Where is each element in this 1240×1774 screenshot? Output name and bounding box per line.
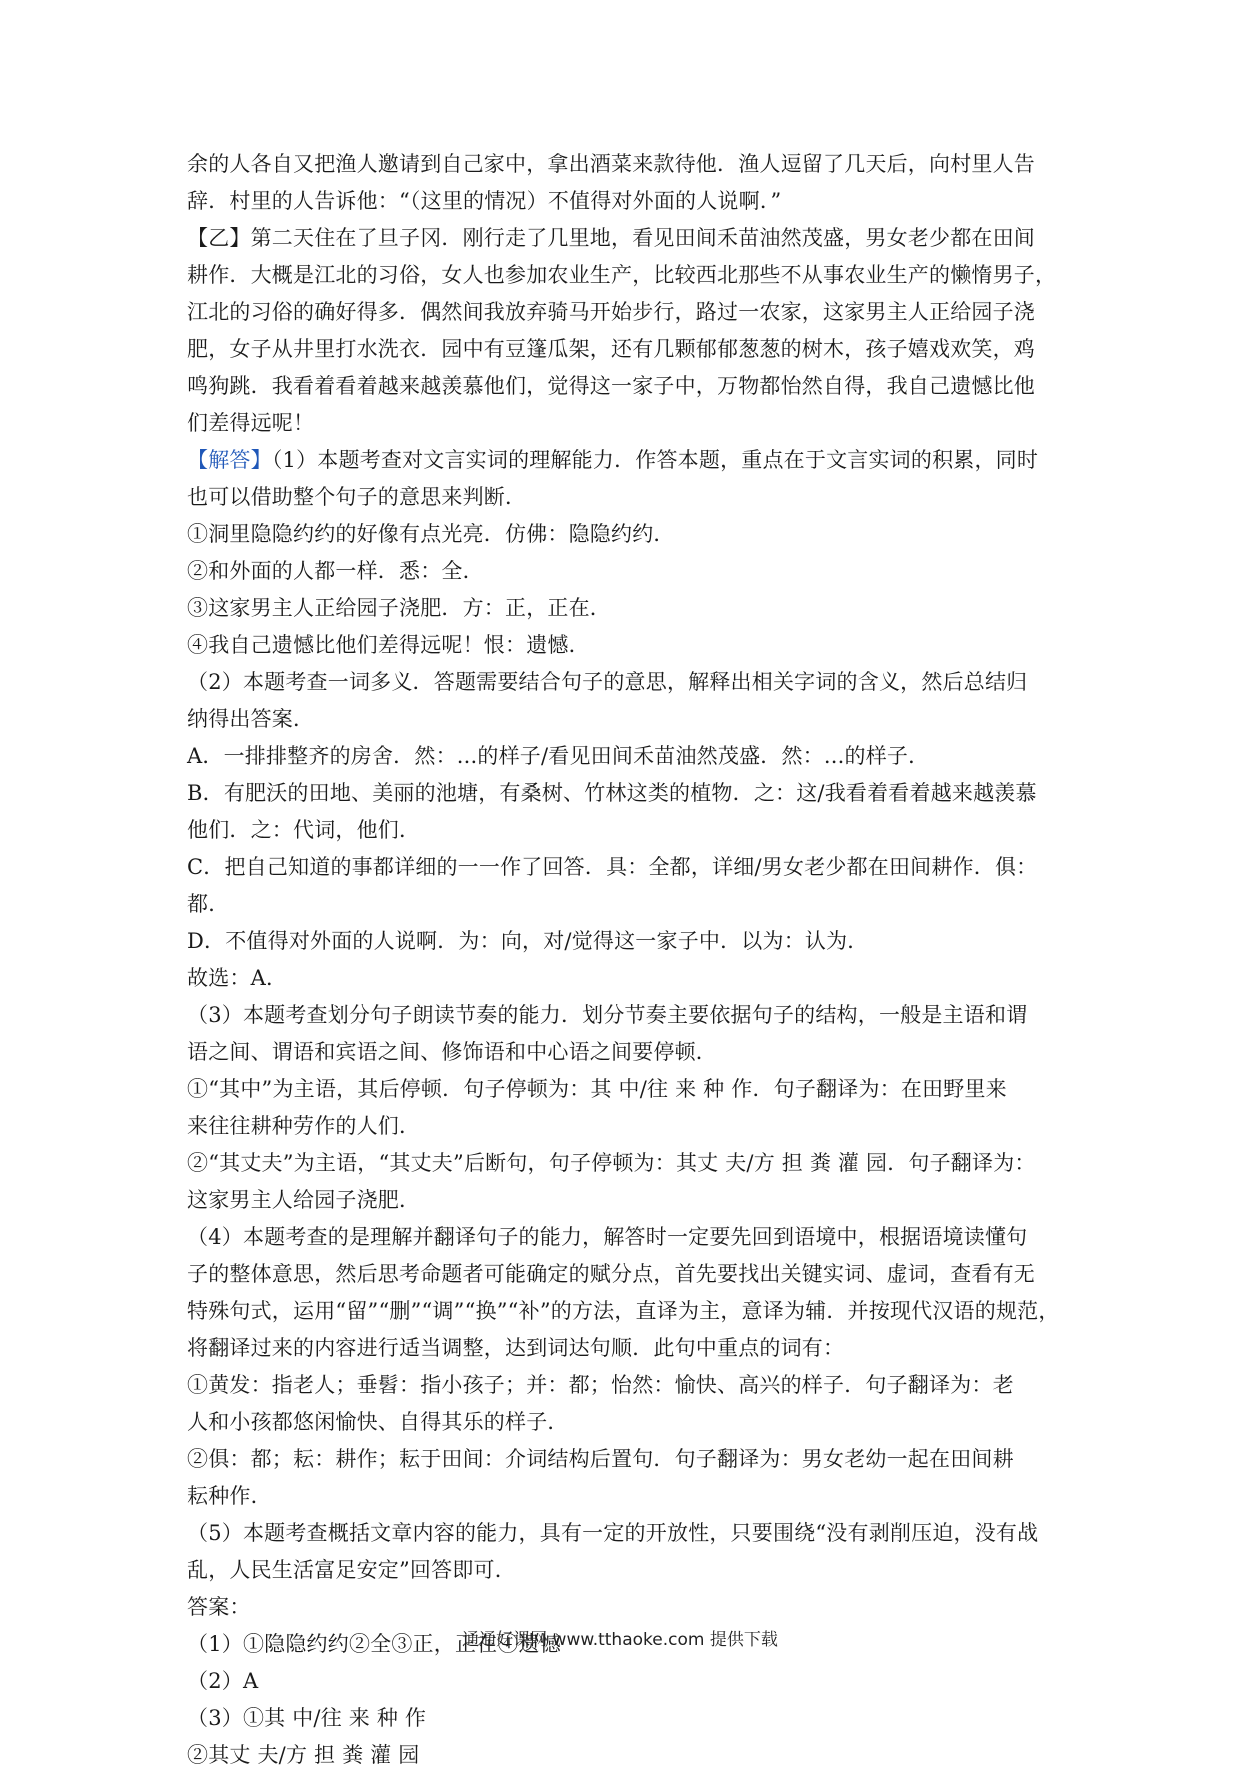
text-line: 语之间、谓语和宾语之间、修饰语和中心语之间要停顿． (187, 1040, 717, 1064)
text-line: ①黄发：指老人；垂髫：指小孩子；并：都；怡然：愉快、高兴的样子．句子翻译为：老 (187, 1373, 1014, 1397)
text-line: 肥，女子从井里打水洗衣．园中有豆篷瓜架，还有几颗郁郁葱葱的树木，孩子嬉戏欢笑，鸡 (187, 337, 1035, 361)
text-line: 辞．村里的人告诉他：“（这里的情况）不值得对外面的人说啊．” (187, 189, 782, 213)
text-line: 都． (187, 892, 230, 916)
page-footer: 通通好课网 www.tthaoke.com 提供下载 (462, 1630, 778, 1650)
text-line: （3）本题考查划分句子朗读节奏的能力．划分节奏主要依据句子的结构，一般是主语和谓 (187, 1003, 1028, 1027)
text-line: （4）本题考查的是理解并翻译句子的能力，解答时一定要先回到语境中，根据语境读懂句 (187, 1225, 1028, 1249)
text-line: 江北的习俗的确好得多．偶然间我放弃骑马开始步行，路过一农家，这家男主人正给园子浇 (187, 300, 1035, 324)
text-line: 答案： (187, 1595, 251, 1619)
text-line: A．一排排整齐的房舍．然：...的样子/看见田间禾苗油然茂盛．然：...的样子． (187, 744, 930, 768)
text-line: （1）本题考查对文言实词的理解能力．作答本题，重点在于文言实词的积累，同时 (271, 448, 1039, 472)
text-line: ②其丈 夫/方 担 粪 灌 园 (187, 1743, 420, 1767)
text-line: 【乙】第二天住在了旦子冈．刚行走了几里地，看见田间禾苗油然茂盛，男女老少都在田间 (187, 226, 1035, 250)
text-line: 故选：A． (187, 966, 288, 990)
text-line: 也可以借助整个句子的意思来判断． (187, 485, 527, 509)
document-body (187, 146, 1060, 1774)
text-line: ②和外面的人都一样．悉：全． (187, 559, 484, 583)
text-line: 们差得远呢！ (187, 411, 315, 435)
answer-label: 【解答】 (187, 448, 272, 472)
text-line: 将翻译过来的内容进行适当调整，达到词达句顺．此句中重点的词有： (187, 1336, 845, 1360)
text-line: 鸣狗跳．我看着看着越来越羡慕他们，觉得这一家子中，万物都怡然自得，我自己遗憾比他 (187, 374, 1035, 398)
answer-heading-line (187, 442, 1057, 479)
text-line: ②“其丈夫”为主语，“其丈夫”后断句，句子停顿为：其丈 夫/方 担 粪 灌 园．句子翻译为： (187, 1151, 1036, 1175)
text-line: ④我自己遗憾比他们差得远呢！恨：遗憾． (187, 633, 590, 657)
text-line: 来往往耕种劳作的人们． (187, 1114, 421, 1138)
text-line: ②俱：都；耘：耕作；耘于田间：介词结构后置句．句子翻译为：男女老幼一起在田间耕 (187, 1447, 1014, 1471)
text-line: ③这家男主人正给园子浇肥．方：正，正在． (187, 596, 611, 620)
answer-section (187, 442, 1060, 1774)
translation-section (187, 146, 1057, 442)
text-line: （2）A (187, 1669, 259, 1693)
text-line: 这家男主人给园子浇肥． (187, 1188, 421, 1212)
text-line: ①洞里隐隐约约的好像有点光亮．仿佛：隐隐约约． (187, 522, 675, 546)
text-line: B．有肥沃的田地、美丽的池塘，有桑树、竹林这类的植物．之：这/我看着看着越来越羡慕 (187, 781, 1037, 805)
text-line: 乱，人民生活富足安定”回答即可． (187, 1558, 516, 1582)
text-line: （5）本题考查概括文章内容的能力，具有一定的开放性，只要围绕“没有剥削压迫，没有战 (187, 1521, 1039, 1545)
text-line: 耕作．大概是江北的习俗，女人也参加农业生产，比较西北那些不从事农业生产的懒惰男子， (187, 263, 1057, 287)
text-line: ①“其中”为主语，其后停顿．句子停顿为：其 中/往 来 种 作．句子翻译为：在田野里来 (187, 1077, 1007, 1101)
text-line: （2）本题考查一词多义．答题需要结合句子的意思，解释出相关字词的含义，然后总结归 (187, 670, 1028, 694)
text-line: 子的整体意思，然后思考命题者可能确定的赋分点，首先要找出关键实词、虚词，查看有无 (187, 1262, 1035, 1286)
text-line: （1）①隐隐约约②全③正，正在④遗憾 (187, 1632, 561, 1656)
text-line: 耘种作． (187, 1484, 272, 1508)
text-line: 他们．之：代词，他们． (187, 818, 421, 842)
text-line: （3）①其 中/往 来 种 作 (187, 1706, 427, 1730)
text-line: C．把自己知道的事都详细的一一作了回答．具：全都，详细/男女老少都在田间耕作．俱： (187, 855, 1038, 879)
text-line: 人和小孩都悠闲愉快、自得其乐的样子． (187, 1410, 569, 1434)
text-line: 余的人各自又把渔人邀请到自己家中，拿出酒菜来款待他．渔人逗留了几天后，向村里人告 (187, 152, 1035, 176)
text-line: 纳得出答案． (187, 707, 315, 731)
text-line: D．不值得对外面的人说啊．为：向，对/觉得这一家子中．以为：认为． (187, 929, 869, 953)
text-line: 特殊句式，运用“留”“删”“调”“换”“补”的方法，直译为主，意译为辅．并按现代汉语的规范， (187, 1299, 1060, 1323)
